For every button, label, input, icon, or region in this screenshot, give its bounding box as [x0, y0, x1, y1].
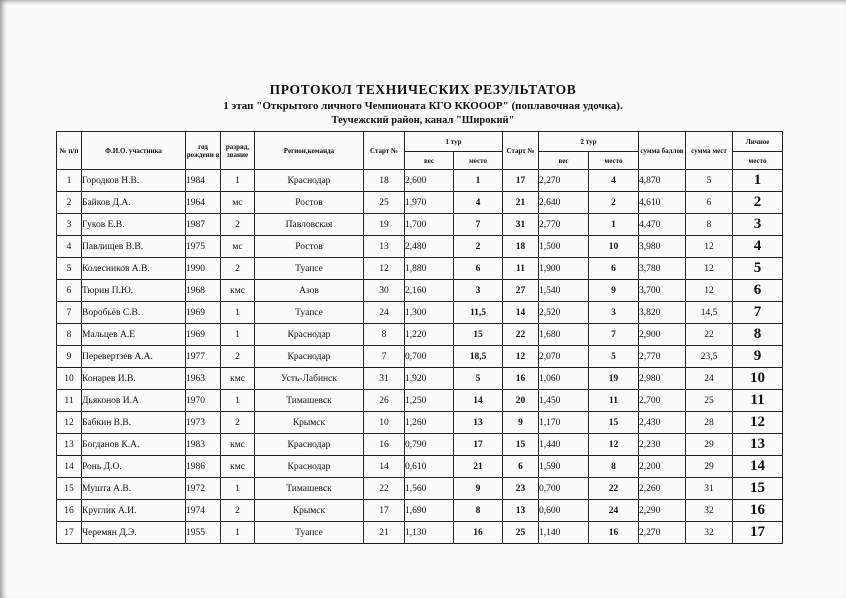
cell-place2: 10 — [589, 236, 639, 258]
cell-weight1: 1,130 — [405, 522, 454, 544]
cell-place1: 15 — [454, 324, 503, 346]
cell-region: Краснодар — [255, 170, 364, 192]
cell-start2: 22 — [503, 324, 539, 346]
cell-rank: 1 — [221, 324, 255, 346]
cell-year: 1964 — [186, 192, 221, 214]
cell-name: Тюрин П.Ю. — [82, 280, 186, 302]
cell-name: Конарев И.В. — [82, 368, 186, 390]
cell-region: Усть-Лабинск — [255, 368, 364, 390]
cell-rank: кмс — [221, 434, 255, 456]
cell-place2: 22 — [589, 478, 639, 500]
cell-region: Туапсе — [255, 258, 364, 280]
cell-region: Туапсе — [255, 302, 364, 324]
cell-sum-points: 2,230 — [639, 434, 686, 456]
table-row — [57, 236, 783, 258]
cell-final-place: 12 — [733, 412, 783, 434]
cell-place1: 14 — [454, 390, 503, 412]
cell-region: Тимашевск — [255, 390, 364, 412]
cell-rank: кмс — [221, 280, 255, 302]
header-place1: место — [454, 152, 503, 170]
cell-sum-places: 8 — [686, 214, 733, 236]
cell-region: Краснодар — [255, 346, 364, 368]
cell-place2: 2 — [589, 192, 639, 214]
cell-place2: 12 — [589, 434, 639, 456]
table-row — [57, 390, 783, 412]
cell-name: Бабкин В.В. — [82, 412, 186, 434]
competition-location: Теучежский район, канал "Широкий" — [331, 115, 515, 126]
cell-start2: 25 — [503, 522, 539, 544]
cell-sum-points: 4,610 — [639, 192, 686, 214]
cell-weight2: 2,070 — [539, 346, 589, 368]
cell-weight1: 2,480 — [405, 236, 454, 258]
cell-num: 12 — [57, 412, 82, 434]
cell-final-place: 8 — [733, 324, 783, 346]
cell-place2: 1 — [589, 214, 639, 236]
table-row — [57, 478, 783, 500]
header-weight1: вес — [405, 152, 454, 170]
cell-place1: 11,5 — [454, 302, 503, 324]
cell-sum-places: 25 — [686, 390, 733, 412]
cell-start2: 21 — [503, 192, 539, 214]
cell-name: Богданов К.А. — [82, 434, 186, 456]
cell-weight2: 2,640 — [539, 192, 589, 214]
cell-sum-places: 12 — [686, 236, 733, 258]
cell-sum-places: 24 — [686, 368, 733, 390]
cell-year: 1973 — [186, 412, 221, 434]
cell-region: Крымск — [255, 500, 364, 522]
header-name: Ф.И.О. участника — [82, 132, 186, 170]
cell-name: Черемян Д.Э. — [82, 522, 186, 544]
cell-place2: 8 — [589, 456, 639, 478]
table-row — [57, 324, 783, 346]
cell-sum-places: 31 — [686, 478, 733, 500]
cell-year: 1974 — [186, 500, 221, 522]
cell-name: Ронь Д.О. — [82, 456, 186, 478]
cell-start2: 27 — [503, 280, 539, 302]
cell-start2: 23 — [503, 478, 539, 500]
cell-sum-places: 29 — [686, 456, 733, 478]
header-personal-top: Личное — [733, 132, 783, 152]
cell-place2: 3 — [589, 302, 639, 324]
cell-num: 17 — [57, 522, 82, 544]
cell-sum-places: 28 — [686, 412, 733, 434]
cell-num: 10 — [57, 368, 82, 390]
cell-start1: 21 — [364, 522, 405, 544]
cell-year: 1968 — [186, 280, 221, 302]
cell-weight2: 1,140 — [539, 522, 589, 544]
cell-sum-points: 2,900 — [639, 324, 686, 346]
cell-name: Круглик А.И. — [82, 500, 186, 522]
cell-sum-points: 2,260 — [639, 478, 686, 500]
cell-rank: кмс — [221, 368, 255, 390]
cell-final-place: 10 — [733, 368, 783, 390]
cell-place1: 3 — [454, 280, 503, 302]
cell-weight2: 1,590 — [539, 456, 589, 478]
header-start1: Старт № — [364, 132, 405, 170]
cell-final-place: 13 — [733, 434, 783, 456]
header-rank: разряд, звание — [221, 132, 255, 170]
cell-year: 1990 — [186, 258, 221, 280]
cell-weight1: 1,880 — [405, 258, 454, 280]
cell-weight1: 1,220 — [405, 324, 454, 346]
cell-region: Ростов — [255, 192, 364, 214]
results-table — [56, 131, 783, 544]
cell-num: 9 — [57, 346, 82, 368]
cell-year: 1970 — [186, 390, 221, 412]
cell-place2: 19 — [589, 368, 639, 390]
cell-start2: 13 — [503, 500, 539, 522]
cell-place2: 5 — [589, 346, 639, 368]
cell-final-place: 1 — [733, 170, 783, 192]
cell-num: 6 — [57, 280, 82, 302]
table-row — [57, 368, 783, 390]
cell-place1: 4 — [454, 192, 503, 214]
table-row — [57, 280, 783, 302]
cell-name: Воробьёв С.В. — [82, 302, 186, 324]
cell-start1: 24 — [364, 302, 405, 324]
cell-place1: 18,5 — [454, 346, 503, 368]
cell-final-place: 5 — [733, 258, 783, 280]
table-header — [57, 132, 783, 170]
header-sum-places: сумма мест — [686, 132, 733, 170]
cell-rank: 1 — [221, 390, 255, 412]
cell-sum-places: 12 — [686, 258, 733, 280]
cell-place2: 7 — [589, 324, 639, 346]
cell-start2: 6 — [503, 456, 539, 478]
cell-place2: 11 — [589, 390, 639, 412]
cell-sum-points: 2,700 — [639, 390, 686, 412]
cell-start2: 11 — [503, 258, 539, 280]
cell-name: Дьяконов И.А — [82, 390, 186, 412]
header-weight2: вес — [539, 152, 589, 170]
cell-final-place: 17 — [733, 522, 783, 544]
cell-weight2: 1,540 — [539, 280, 589, 302]
cell-weight2: 1,440 — [539, 434, 589, 456]
cell-sum-points: 3,700 — [639, 280, 686, 302]
cell-final-place: 14 — [733, 456, 783, 478]
cell-num: 8 — [57, 324, 82, 346]
cell-place1: 13 — [454, 412, 503, 434]
cell-weight1: 0,700 — [405, 346, 454, 368]
cell-weight1: 1,970 — [405, 192, 454, 214]
cell-start2: 31 — [503, 214, 539, 236]
cell-sum-places: 32 — [686, 500, 733, 522]
cell-start1: 7 — [364, 346, 405, 368]
cell-region: Ростов — [255, 236, 364, 258]
cell-sum-points: 2,770 — [639, 346, 686, 368]
table-row — [57, 214, 783, 236]
cell-place1: 6 — [454, 258, 503, 280]
cell-final-place: 15 — [733, 478, 783, 500]
cell-start1: 26 — [364, 390, 405, 412]
cell-num: 2 — [57, 192, 82, 214]
cell-rank: 2 — [221, 258, 255, 280]
cell-sum-points: 3,780 — [639, 258, 686, 280]
cell-weight1: 0,790 — [405, 434, 454, 456]
cell-name: Городков Н.В. — [82, 170, 186, 192]
cell-region: Тимашевск — [255, 478, 364, 500]
cell-start1: 25 — [364, 192, 405, 214]
cell-place1: 2 — [454, 236, 503, 258]
cell-start2: 9 — [503, 412, 539, 434]
cell-sum-places: 32 — [686, 522, 733, 544]
cell-name: Перевертзев А.А. — [82, 346, 186, 368]
cell-start1: 30 — [364, 280, 405, 302]
cell-year: 1975 — [186, 236, 221, 258]
cell-sum-points: 2,980 — [639, 368, 686, 390]
cell-final-place: 2 — [733, 192, 783, 214]
cell-start2: 16 — [503, 368, 539, 390]
cell-weight2: 1,500 — [539, 236, 589, 258]
cell-place1: 7 — [454, 214, 503, 236]
cell-sum-places: 14,5 — [686, 302, 733, 324]
header-num: № п/п — [57, 132, 82, 170]
cell-start1: 8 — [364, 324, 405, 346]
cell-place1: 16 — [454, 522, 503, 544]
cell-rank: 1 — [221, 170, 255, 192]
cell-region: Туапсе — [255, 522, 364, 544]
cell-final-place: 9 — [733, 346, 783, 368]
cell-sum-points: 3,820 — [639, 302, 686, 324]
cell-rank: 2 — [221, 214, 255, 236]
cell-final-place: 3 — [733, 214, 783, 236]
header-tour1: 1 тур — [405, 132, 503, 152]
cell-name: Мальцев А.Е — [82, 324, 186, 346]
header-place2: место — [589, 152, 639, 170]
cell-sum-points: 2,290 — [639, 500, 686, 522]
cell-start1: 22 — [364, 478, 405, 500]
cell-final-place: 7 — [733, 302, 783, 324]
table-row — [57, 258, 783, 280]
table-row — [57, 170, 783, 192]
table-row — [57, 434, 783, 456]
cell-rank: мс — [221, 236, 255, 258]
cell-start2: 20 — [503, 390, 539, 412]
cell-start2: 18 — [503, 236, 539, 258]
cell-name: Гуков Е.В. — [82, 214, 186, 236]
cell-start1: 17 — [364, 500, 405, 522]
cell-place1: 17 — [454, 434, 503, 456]
cell-weight2: 2,770 — [539, 214, 589, 236]
cell-name: Байков Д.А. — [82, 192, 186, 214]
cell-sum-points: 2,270 — [639, 522, 686, 544]
cell-weight2: 1,170 — [539, 412, 589, 434]
cell-place2: 4 — [589, 170, 639, 192]
cell-start1: 13 — [364, 236, 405, 258]
cell-num: 13 — [57, 434, 82, 456]
cell-place1: 5 — [454, 368, 503, 390]
table-row — [57, 500, 783, 522]
cell-start1: 18 — [364, 170, 405, 192]
cell-weight2: 2,270 — [539, 170, 589, 192]
cell-weight1: 1,690 — [405, 500, 454, 522]
competition-subtitle: 1 этап "Открытого личного Чемпионата КГО ККОООР" (поплавочная удочка). — [223, 100, 623, 112]
header-sum-points: сумма баллов — [639, 132, 686, 170]
cell-weight1: 2,160 — [405, 280, 454, 302]
cell-rank: мс — [221, 192, 255, 214]
cell-weight1: 1,920 — [405, 368, 454, 390]
cell-year: 1969 — [186, 324, 221, 346]
cell-weight2: 1,450 — [539, 390, 589, 412]
cell-rank: 1 — [221, 302, 255, 324]
cell-start2: 17 — [503, 170, 539, 192]
cell-name: Колесников А.В. — [82, 258, 186, 280]
cell-name: Мушта А.В. — [82, 478, 186, 500]
cell-place2: 9 — [589, 280, 639, 302]
cell-place1: 8 — [454, 500, 503, 522]
cell-num: 5 — [57, 258, 82, 280]
cell-sum-points: 2,200 — [639, 456, 686, 478]
cell-start2: 15 — [503, 434, 539, 456]
cell-weight1: 1,300 — [405, 302, 454, 324]
cell-year: 1972 — [186, 478, 221, 500]
cell-start1: 19 — [364, 214, 405, 236]
cell-rank: 2 — [221, 500, 255, 522]
cell-num: 4 — [57, 236, 82, 258]
cell-region: Крымск — [255, 412, 364, 434]
cell-region: Павловская — [255, 214, 364, 236]
cell-place2: 6 — [589, 258, 639, 280]
cell-weight2: 1,060 — [539, 368, 589, 390]
cell-sum-places: 22 — [686, 324, 733, 346]
cell-rank: кмс — [221, 456, 255, 478]
table-row — [57, 522, 783, 544]
cell-rank: 1 — [221, 478, 255, 500]
cell-final-place: 4 — [733, 236, 783, 258]
cell-weight2: 0,600 — [539, 500, 589, 522]
cell-region: Краснодар — [255, 456, 364, 478]
cell-sum-points: 2,430 — [639, 412, 686, 434]
page-title: ПРОТОКОЛ ТЕХНИЧЕСКИХ РЕЗУЛЬТАТОВ — [269, 82, 577, 97]
cell-place2: 24 — [589, 500, 639, 522]
cell-start1: 12 — [364, 258, 405, 280]
cell-num: 14 — [57, 456, 82, 478]
header-personal-bottom: место — [733, 152, 783, 170]
cell-weight2: 1,900 — [539, 258, 589, 280]
cell-weight1: 1,260 — [405, 412, 454, 434]
table-row — [57, 412, 783, 434]
table-body — [57, 170, 783, 544]
header-year: год рождени я — [186, 132, 221, 170]
cell-num: 15 — [57, 478, 82, 500]
cell-num: 7 — [57, 302, 82, 324]
cell-place2: 16 — [589, 522, 639, 544]
cell-place1: 1 — [454, 170, 503, 192]
cell-weight2: 2,520 — [539, 302, 589, 324]
cell-final-place: 11 — [733, 390, 783, 412]
table-row — [57, 456, 783, 478]
cell-place1: 9 — [454, 478, 503, 500]
header-tour2: 2 тур — [539, 132, 639, 152]
cell-start2: 12 — [503, 346, 539, 368]
cell-place2: 15 — [589, 412, 639, 434]
cell-num: 11 — [57, 390, 82, 412]
cell-num: 1 — [57, 170, 82, 192]
cell-start1: 31 — [364, 368, 405, 390]
cell-sum-places: 6 — [686, 192, 733, 214]
cell-year: 1987 — [186, 214, 221, 236]
cell-year: 1963 — [186, 368, 221, 390]
cell-weight2: 0,700 — [539, 478, 589, 500]
cell-rank: 1 — [221, 522, 255, 544]
table-row — [57, 302, 783, 324]
cell-weight1: 1,700 — [405, 214, 454, 236]
cell-weight1: 0,610 — [405, 456, 454, 478]
cell-start1: 14 — [364, 456, 405, 478]
cell-year: 1977 — [186, 346, 221, 368]
cell-region: Краснодар — [255, 434, 364, 456]
cell-year: 1986 — [186, 456, 221, 478]
cell-start1: 10 — [364, 412, 405, 434]
cell-place1: 21 — [454, 456, 503, 478]
cell-start2: 14 — [503, 302, 539, 324]
cell-sum-places: 23,5 — [686, 346, 733, 368]
cell-year: 1969 — [186, 302, 221, 324]
cell-rank: 2 — [221, 346, 255, 368]
cell-sum-places: 29 — [686, 434, 733, 456]
cell-region: Азов — [255, 280, 364, 302]
cell-sum-points: 4,470 — [639, 214, 686, 236]
cell-year: 1983 — [186, 434, 221, 456]
cell-weight1: 2,600 — [405, 170, 454, 192]
cell-num: 16 — [57, 500, 82, 522]
cell-sum-places: 5 — [686, 170, 733, 192]
cell-sum-places: 12 — [686, 280, 733, 302]
cell-num: 3 — [57, 214, 82, 236]
cell-weight1: 1,250 — [405, 390, 454, 412]
cell-name: Павлищев В.В. — [82, 236, 186, 258]
cell-rank: 2 — [221, 412, 255, 434]
cell-sum-points: 4,870 — [639, 170, 686, 192]
cell-weight2: 1,680 — [539, 324, 589, 346]
header-region: Регион,команда — [255, 132, 364, 170]
cell-region: Краснодар — [255, 324, 364, 346]
cell-final-place: 16 — [733, 500, 783, 522]
cell-weight1: 1,560 — [405, 478, 454, 500]
cell-year: 1955 — [186, 522, 221, 544]
cell-start1: 16 — [364, 434, 405, 456]
table-row — [57, 346, 783, 368]
table-row — [57, 192, 783, 214]
header-start2: Старт № — [503, 132, 539, 170]
cell-final-place: 6 — [733, 280, 783, 302]
cell-sum-points: 3,980 — [639, 236, 686, 258]
cell-year: 1984 — [186, 170, 221, 192]
